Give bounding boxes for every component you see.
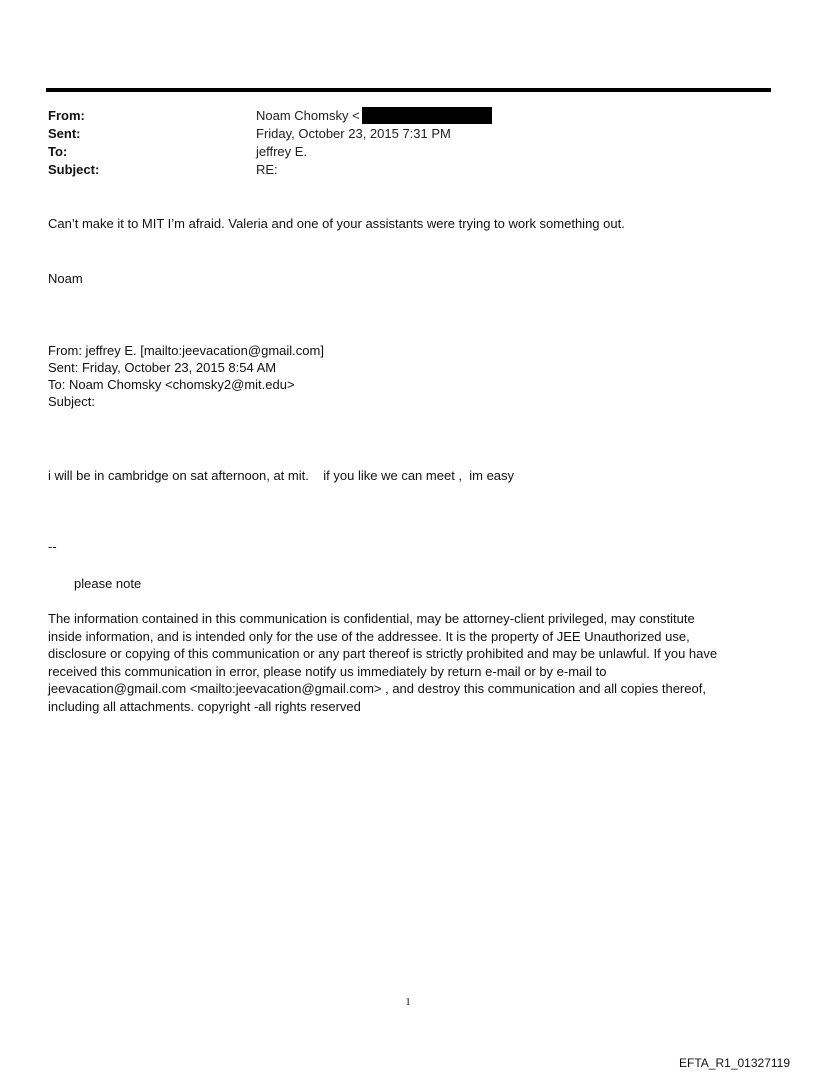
to-value: jeffrey E. [256, 144, 308, 159]
from-value [256, 107, 492, 125]
quoted-sent: Sent: Friday, October 23, 2015 8:54 AM [48, 360, 277, 375]
sent-value: Friday, October 23, 2015 7:31 PM [256, 126, 451, 141]
quoted-body: i will be in cambridge on sat afternoon, at mit. if you like we can meet , im easy [48, 468, 515, 483]
disclaimer-line: jeevacation@gmail.com <mailto:jeevacation@gmail.com> , and destroy this communication and all copies thereof, [48, 681, 706, 696]
quoted-to: To: Noam Chomsky <chomsky2@mit.edu> [48, 377, 295, 392]
reply-signature: Noam [48, 271, 83, 286]
quoted-subject: Subject: [48, 394, 95, 409]
disclaimer-line: inside information, and is intended only for the use of the addressee. It is the property of JEE Unauthorized use, [48, 628, 690, 644]
disclaimer-line: including all attachments. copyright -all rights reserved [48, 698, 361, 714]
signature-separator: -- [48, 539, 57, 554]
quoted-from: From: jeffrey E. [mailto:jeevacation@gmail.com] [48, 343, 324, 358]
sent-label: Sent: [48, 126, 81, 141]
subject-label: Subject: [48, 162, 100, 177]
disclaimer-line: The information contained in this communication is confidential, may be attorney-client privileged, may constitute [48, 611, 695, 626]
disclaimer-line: disclosure or copying of this communication or any part thereof is strictly prohibited and may be unlawful. If you have [48, 646, 718, 661]
redaction-box [362, 107, 492, 124]
from-label: From: [48, 108, 85, 123]
disclaimer [48, 610, 768, 715]
header-divider [46, 88, 771, 92]
reply-body: Can’t make it to MIT I’m afraid. Valeria and one of your assistants were trying to work something out. [48, 216, 625, 231]
disclaimer-line: received this communication in error, please notify us immediately by return e-mail or by e-mail to [48, 663, 607, 679]
document-id: EFTA_R1_01327119 [679, 1056, 790, 1070]
from-name: Noam Chomsky < [256, 108, 360, 123]
page-number: 1 [405, 996, 411, 1008]
to-label: To: [48, 144, 68, 159]
please-note: please note [74, 576, 142, 591]
subject-value: RE: [256, 162, 278, 177]
